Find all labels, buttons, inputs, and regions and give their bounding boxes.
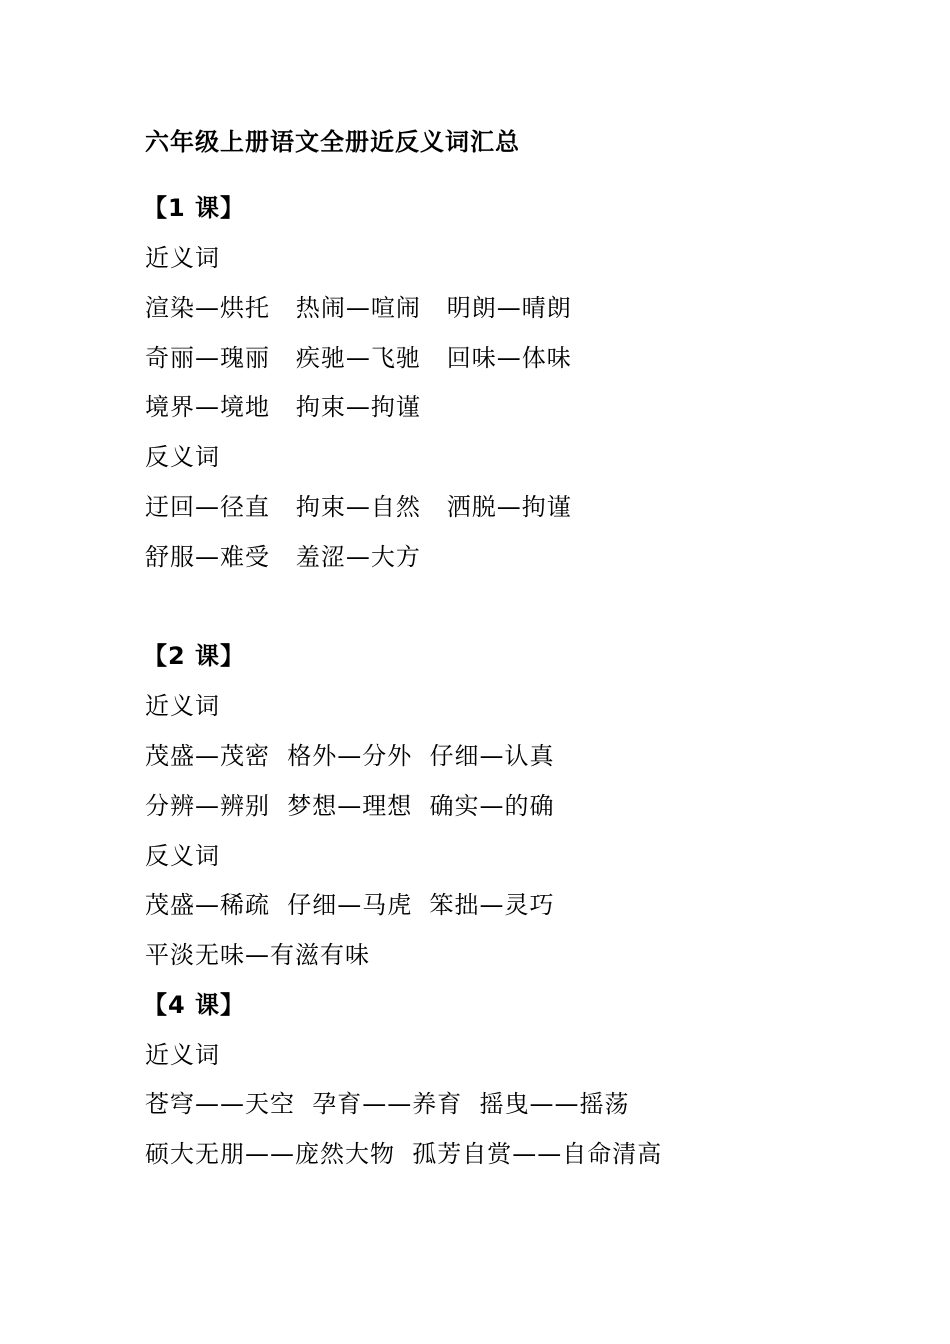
lesson-2-antonym-line-1: 茂盛—稀疏 仔细—马虎 笨拙—灵巧 [145,891,555,919]
page-title: 六年级上册语文全册近反义词汇总 [145,128,520,156]
lesson-2-antonym-label: 反义词 [145,842,220,870]
lesson-2-synonym-line-2: 分辨—辨别 梦想—理想 确实—的确 [145,792,555,820]
lesson-1-synonym-line-3: 境界—境地 拘束—拘谨 [145,393,421,421]
lesson-1-antonym-label: 反义词 [145,443,220,471]
lesson-4-synonym-line-1: 苍穹——天空 孕育——养育 摇曳——摇荡 [145,1090,630,1118]
lesson-2-synonym-line-1: 茂盛—茂密 格外—分外 仔细—认真 [145,742,555,770]
lesson-4-heading: 【4 课】 [143,991,246,1019]
lesson-2-synonym-label: 近义词 [145,692,220,720]
lesson-1-antonym-line-1: 迂回—径直 拘束—自然 洒脱—拘谨 [145,493,572,521]
lesson-2-antonym-line-2: 平淡无味—有滋有味 [145,941,370,969]
lesson-2-heading: 【2 课】 [143,642,246,670]
lesson-1-synonym-line-1: 渲染—烘托 热闹—喧闹 明朗—晴朗 [145,294,572,322]
lesson-1-synonym-label: 近义词 [145,244,220,272]
lesson-4-synonym-line-2: 硕大无朋——庞然大物 孤芳自赏——自命清高 [145,1140,663,1168]
lesson-1-synonym-line-2: 奇丽—瑰丽 疾驰—飞驰 回味—体味 [145,344,572,372]
lesson-4-synonym-label: 近义词 [145,1041,220,1069]
lesson-1-antonym-line-2: 舒服—难受 羞涩—大方 [145,543,421,571]
lesson-1-heading: 【1 课】 [143,194,246,222]
